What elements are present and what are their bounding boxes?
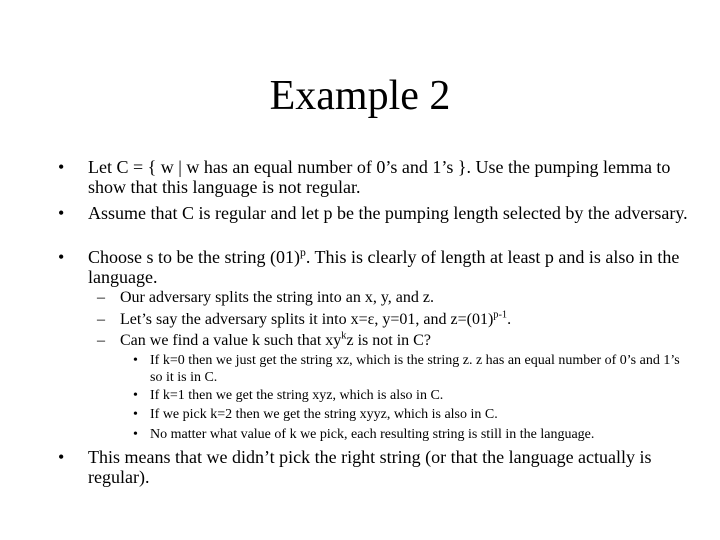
bullet-3-text-tail: . This is clearly of length at least p and is also in the language. [88, 247, 680, 287]
sub-item-3-main: Can we find a value k such that xy [120, 332, 342, 349]
bullet-marker: • [133, 388, 138, 403]
slide-title: Example 2 [269, 73, 451, 119]
bullet-marker: • [58, 203, 65, 223]
bullet-1-text: Let C = { w | w has an equal number of 0’s and 1’s }. Use the pumping lemma to show that this language is not regular. [88, 157, 671, 197]
bullet-marker: • [133, 353, 138, 368]
sub-item-2-main: Let’s say the adversary splits it into x=ε, y=01, and z=(01) [120, 311, 494, 328]
sub-item-3-text [120, 331, 680, 350]
dash-marker: – [97, 311, 105, 328]
sub-item-1-text: Our adversary splits the string into an x, y, and z. [120, 289, 435, 306]
bullet-2-text: Assume that C is regular and let p be the pumping length selected by the adversary. [88, 203, 688, 223]
bullet-4-text: This means that we didn’t pick the right string (or that the language actually is regular). [88, 447, 652, 487]
subsub-item-1-text: If k=0 then we just get the string xz, which is the string z. z has an equal number of 0’s and 1’s so it is in C. [150, 353, 680, 385]
sub-item-3-superscript: k [341, 330, 347, 342]
sub-item-2-text [120, 310, 680, 329]
sub-item-2-superscript: p-1 [493, 309, 508, 321]
sub-item-3-tail: z is not in C? [346, 332, 431, 349]
subsub-item-2-text: If k=1 then we get the string xyz, which is also in C. [150, 388, 444, 403]
subsub-item-4-text: No matter what value of k we pick, each resulting string is still in the language. [150, 427, 595, 442]
dash-marker: – [97, 332, 105, 349]
sub-item-2-tail: . [507, 311, 512, 328]
bullet-3-text-main: Choose s to be the string (01) [88, 247, 300, 267]
bullet-marker: • [58, 247, 65, 267]
bullet-marker: • [133, 407, 138, 422]
bullet-3-superscript: p [299, 246, 306, 259]
bullet-3-text [88, 247, 688, 287]
bullet-marker: • [58, 447, 65, 467]
dash-marker: – [97, 289, 105, 306]
subsub-item-3-text: If we pick k=2 then we get the string xyyz, which is also in C. [150, 407, 498, 422]
bullet-marker: • [133, 427, 138, 442]
bullet-marker: • [58, 157, 65, 177]
